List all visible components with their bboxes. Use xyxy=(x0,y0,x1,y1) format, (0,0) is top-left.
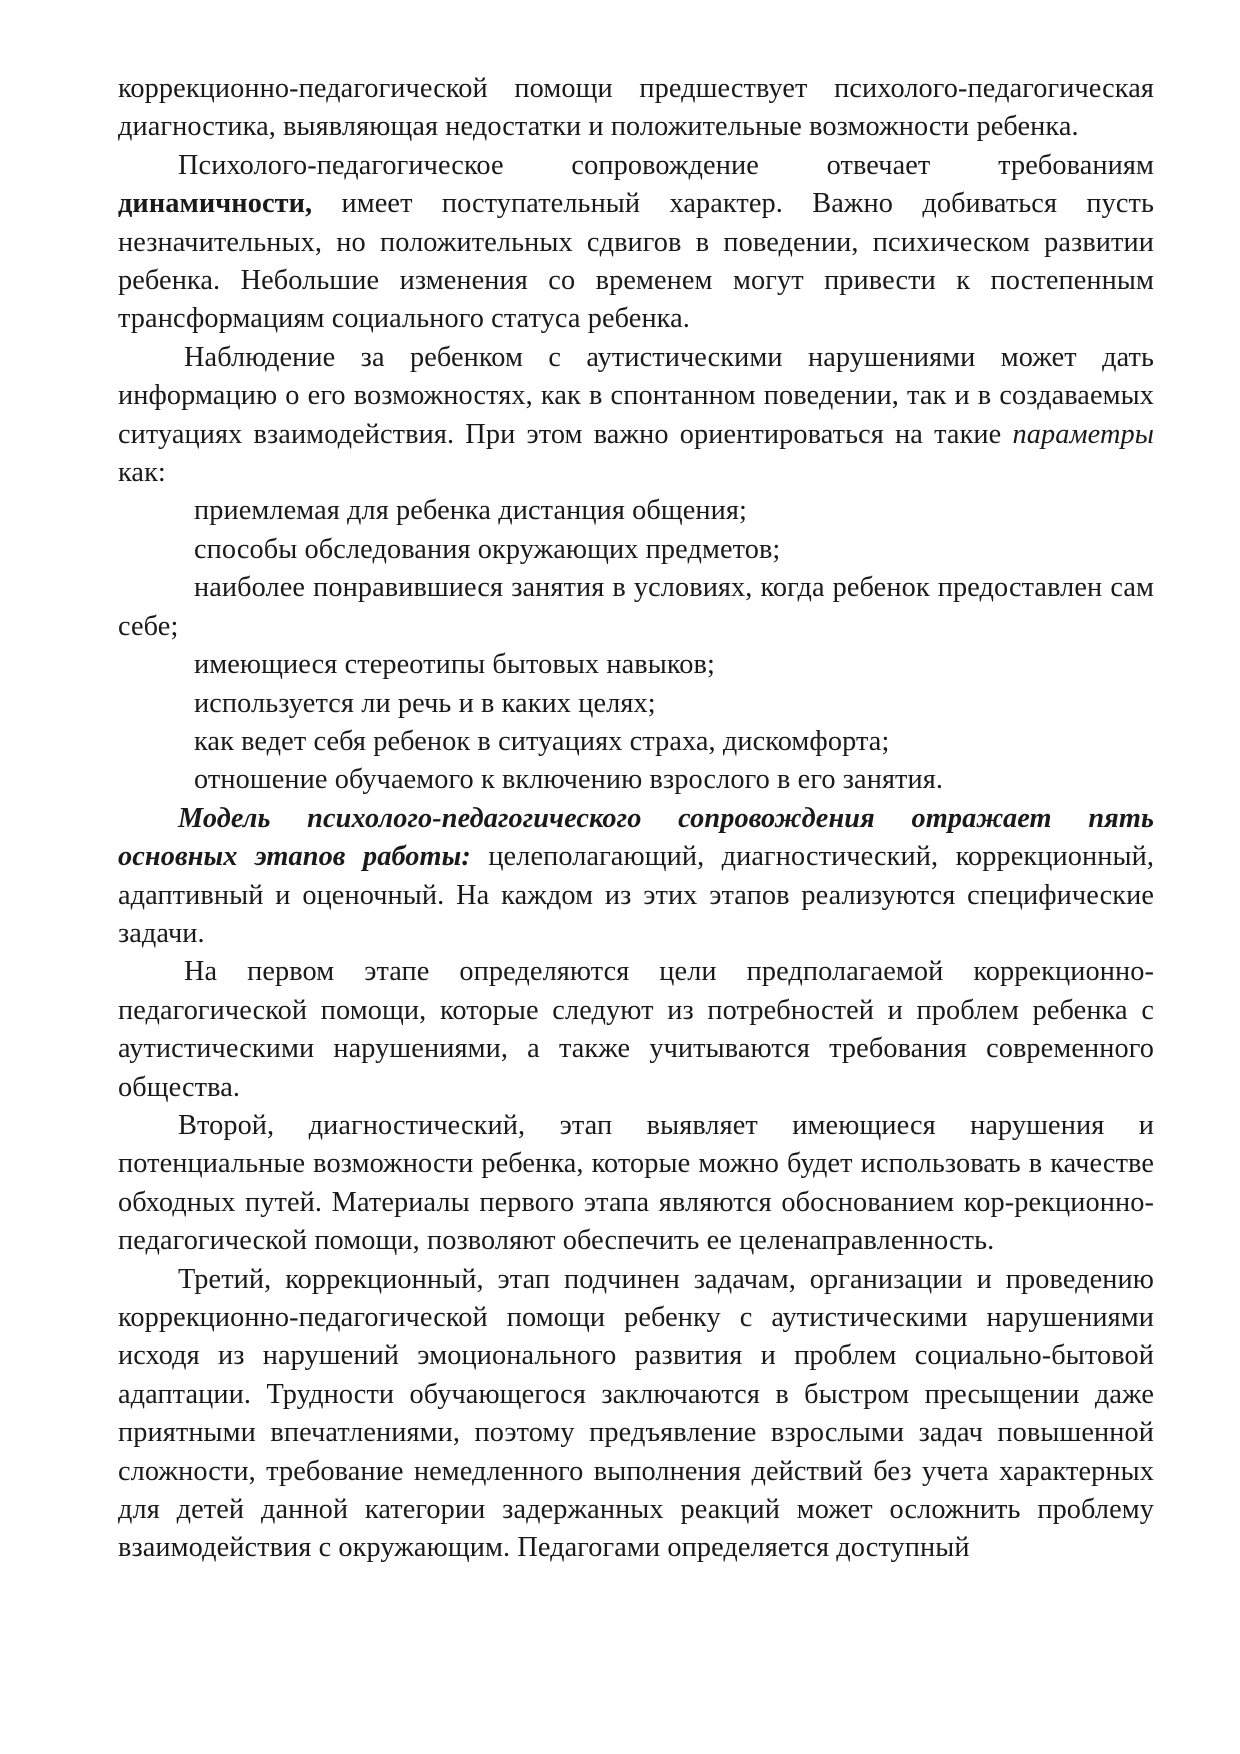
paragraph-3-lead: Наблюдение за ребенком с аутистическими нарушениями может дать информацию о его возможностях, как в спонтанном поведении, так и в создаваемых ситуациях взаимодействия. При этом важно ориентироваться на такие xyxy=(118,341,1154,450)
list-item: как ведет себя ребенок в ситуациях страха, дискомфорта; xyxy=(194,725,890,757)
paragraph-2-lead: Психолого-педагогическое сопровождение отвечает требованиям xyxy=(178,149,1154,181)
paragraph-3-rest: как: xyxy=(118,457,166,489)
paragraph-1: коррекционно-педагогической помощи предшествует психолого-педагогическая диагностика, выявляющая недостатки и положительные возможности ребенка. xyxy=(118,73,1154,143)
list-item: имеющиеся стереотипы бытовых навыков; xyxy=(194,649,715,681)
paragraph-2-rest: имеет поступательный характер. Важно добиваться пусть незначительных, но положительных сдвигов в поведении, психическом развитии ребенка. Небольшие изменения со временем могут привести к постепенным трансформациям социального статуса ребенка. xyxy=(118,188,1154,335)
paragraph-4-rest: целеполагающий, диагностический, коррекционный, адаптивный и оценочный. На каждом из этих этапов реализуются специфические задачи. xyxy=(118,841,1154,949)
paragraph-4 xyxy=(118,800,1154,954)
paragraph-3-italic: параметры xyxy=(1012,418,1154,450)
list-item: способы обследования окружающих предметов; xyxy=(194,533,781,565)
list-item: приемлемая для ребенка дистанция общения; xyxy=(194,495,747,527)
paragraph-2-bold: динамичности, xyxy=(118,188,313,220)
document-page xyxy=(118,70,1154,1568)
paragraph-7: Третий, коррекционный, этап подчинен задачам, организации и проведению коррекционно-педагогической помощи ребенку с аутистическими нарушениями исходя из нарушений эмоционального развития и проблем социально-бытовой адаптации. Трудности обучающегося заключаются в быстром пресыщении даже приятными впечатлениями, поэтому предъявление взрослыми задач повышенной сложности, требование немедленного выполнения действий без учета характерных для детей данной категории задержанных реакций может осложнить проблему взаимодействия с окружающим. Педагогами определяется доступный xyxy=(118,1263,1154,1564)
paragraph-6: Второй, диагностический, этап выявляет имеющиеся нарушения и потенциальные возможности ребенка, которые можно будет использовать в качестве обходных путей. Материалы первого этапа являются обоснованием кор-рекционно-педагогической помощи, позволяют обеспечить ее целенаправленность. xyxy=(118,1109,1154,1257)
paragraph-4-bold-italic: Модель психолого-педагогического сопровождения отражает пять основных этапов работы: xyxy=(118,802,1154,873)
list-item: отношение обучаемого к включению взрослого в его занятия. xyxy=(194,764,944,796)
paragraph-2 xyxy=(118,147,1154,339)
paragraph-3 xyxy=(118,339,1154,493)
list-item: используется ли речь и в каких целях; xyxy=(194,687,656,719)
paragraph-5: На первом этапе определяются цели предполагаемой коррекционно-педагогической помощи, которые следуют из потребностей и проблем ребенка с аутистическими нарушениями, а также учитываются требования современного общества. xyxy=(118,956,1154,1103)
list-item: наиболее понравившиеся занятия в условиях, когда ребенок предоставлен сам себе; xyxy=(118,572,1154,642)
